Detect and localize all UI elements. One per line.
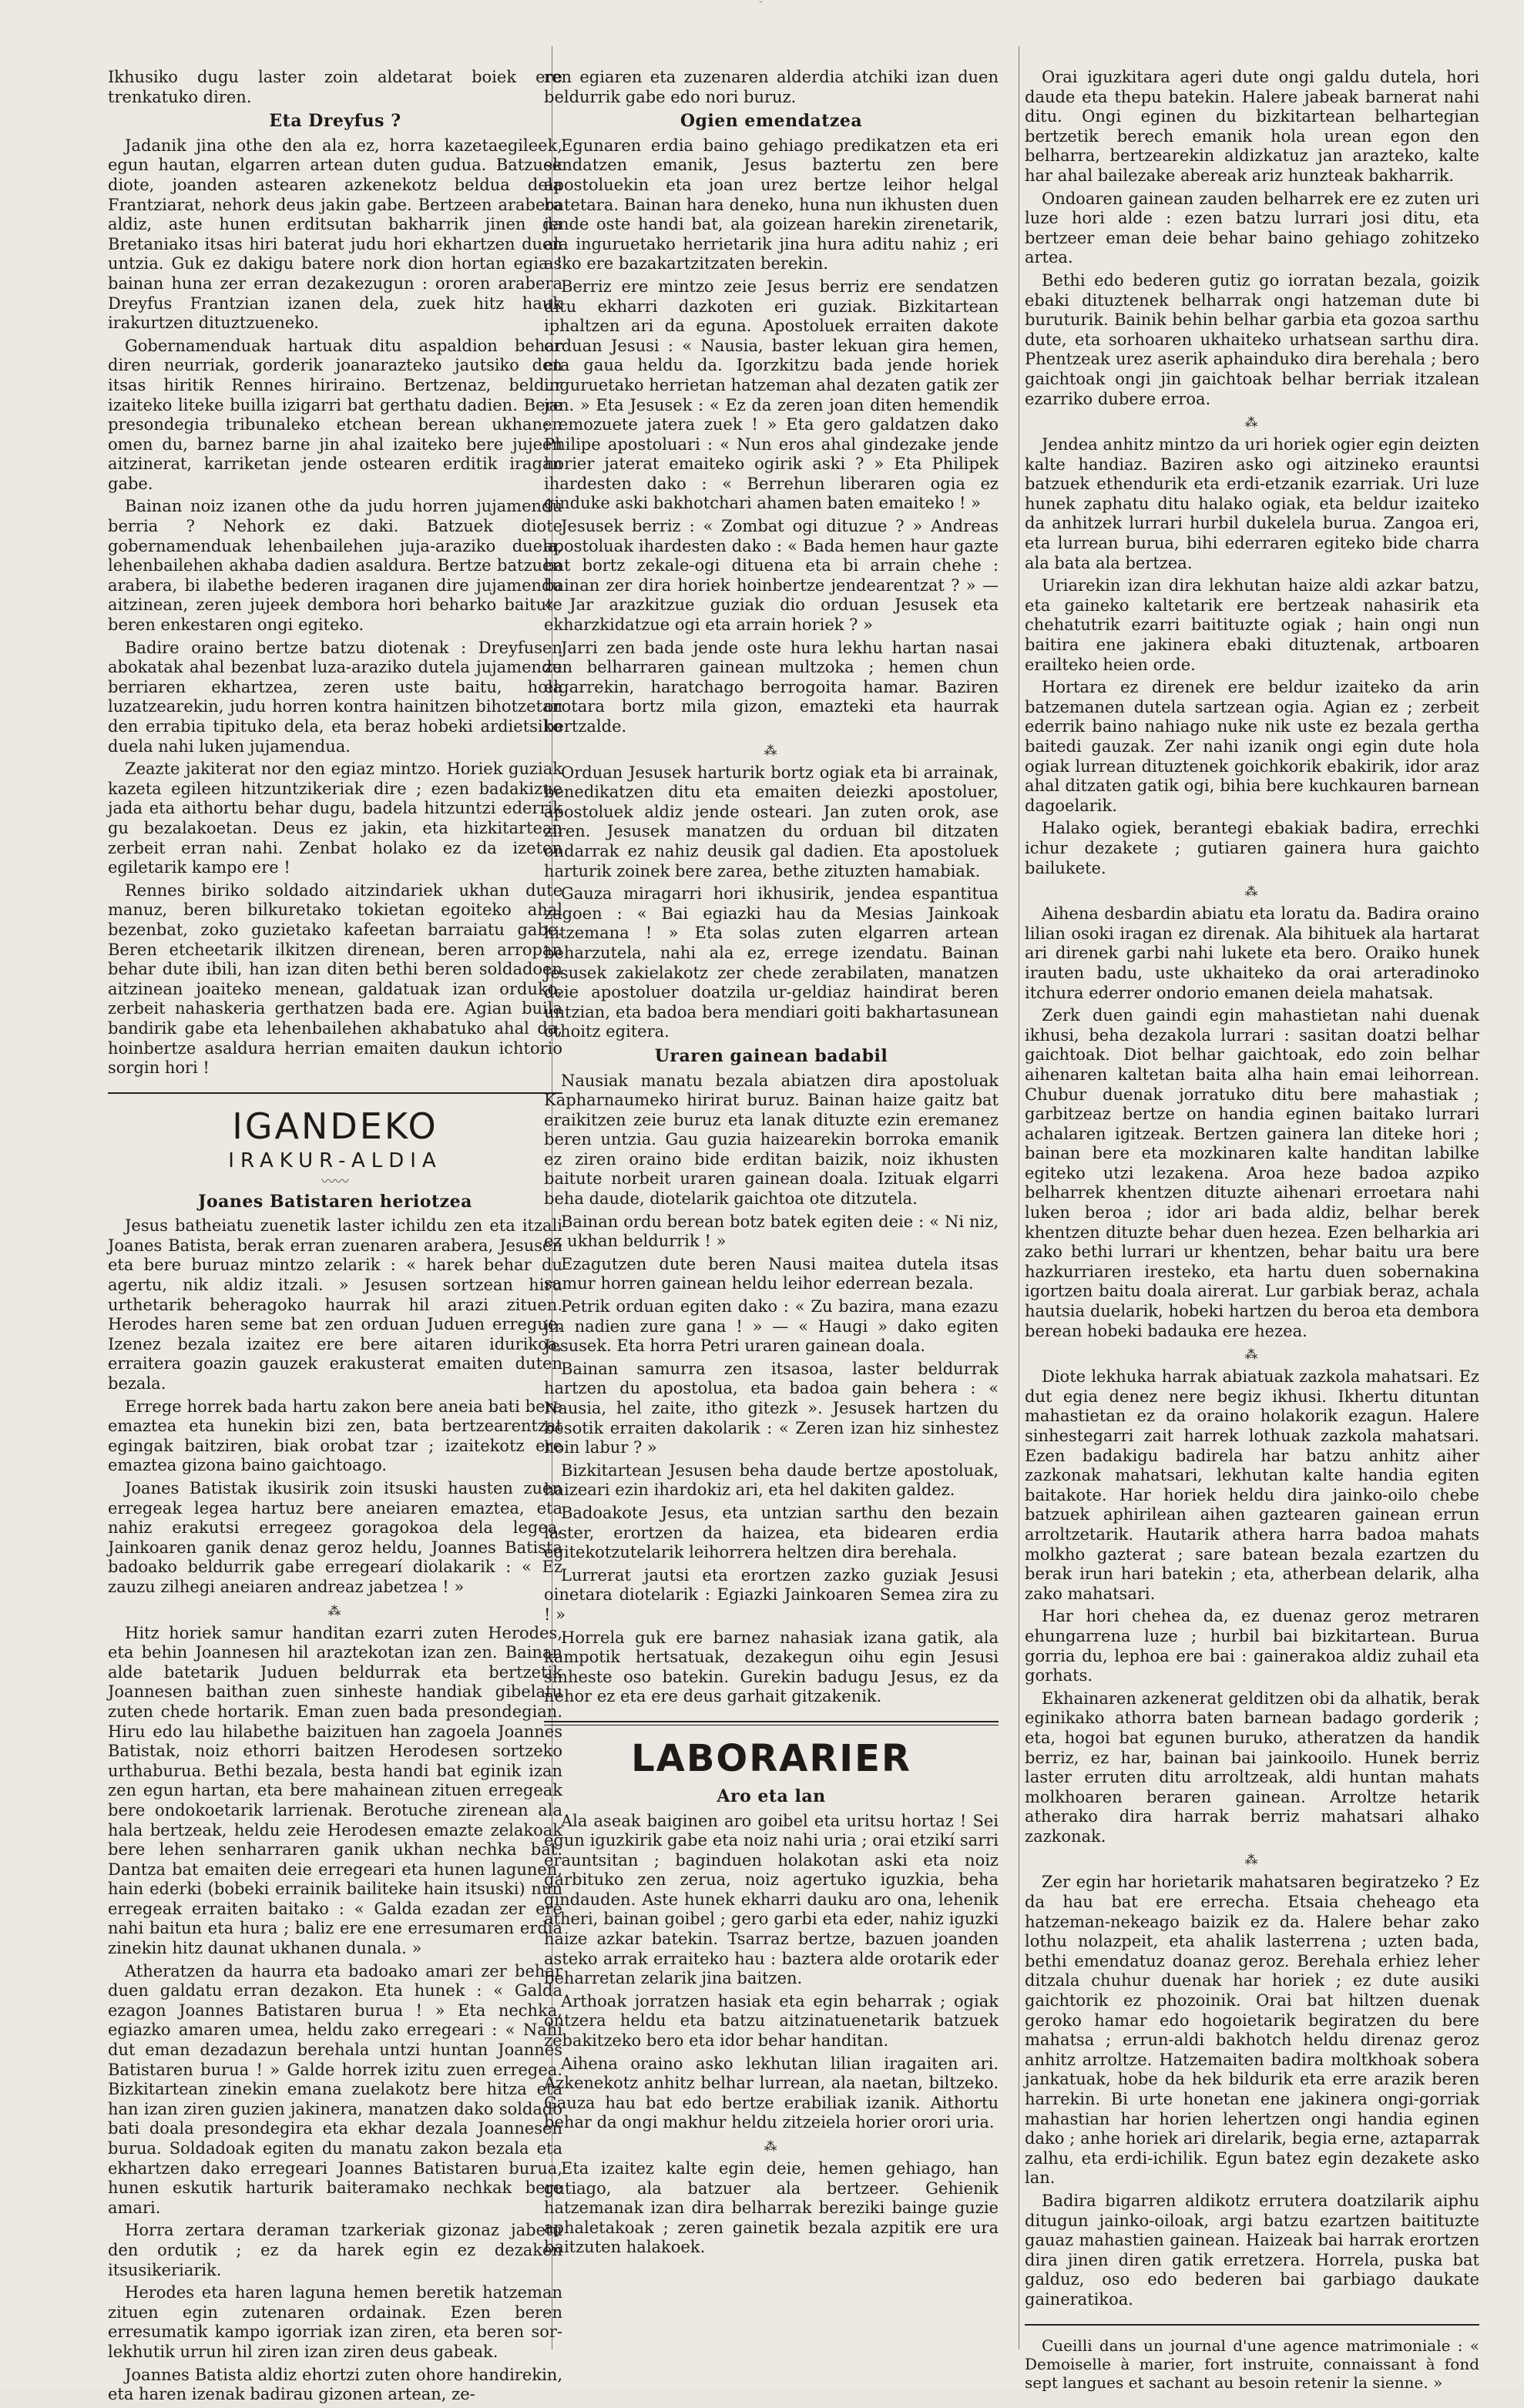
section-divider: [1025, 2324, 1479, 2326]
paragraph: Petrik orduan egiten dako : « Zu bazira, mana ezazu jin nadien zure gana ! » — « Haugi » dako egiten Jesusek. Eta horra Petri uraren gainean doala.: [544, 1297, 999, 1356]
paragraph: Orai iguzkitara ageri dute ongi galdu dutela, hori daude eta thepu batekin. Halere jabeak barnerat nahi ditu. Ongi eginen du bizkitartean belhartegian bertzetik berech emanik hola urean egon den belharra, bertzearekin aldizkatuz jan arazteko, kalte har ahal bailezake abereak ariz hunzteak bakharrik.: [1025, 68, 1479, 185]
col3-block-d: [1025, 1367, 1479, 1846]
paragraph: Hortara ez direnek ere beldur izaiteko da arin batzemanen dutela sartzean ogia. Agian ez ; zerbeit ederrik baino nahiago nuke nik uste ez bezala gertha baitedi gauzak. Zer nahi izanik ongi egin dute hola ogiak lurrean dituztenek goichkorik ebakirik, idor araz ahal ditzaten gatik ogi, bihia bere kuchkauren barnean dagoelarik.: [1025, 678, 1479, 815]
paragraph: Bainan samurra zen itsasoa, laster beldurrak hartzen du apostolua, eta badoa gain behera : « Nausia, hel zaite, itho gitezk ». Jesusek hartzen du besotik erraiten dakolarik : « Zeren izan hiz sinhestez hoin labur ? »: [544, 1359, 999, 1457]
paragraph: Herodes eta haren laguna hemen beretik hatzeman zituen egin zutenaren ordainak. Ezen beren erresumatik kampo igorriak izan ziren, eta beren sor-lekhutik urrun hil ziren izan ziren deus gabeak.: [108, 2283, 562, 2361]
paragraph: Diote lekhuka harrak abiatuak zazkola mahatsari. Ez dut egia denez nere begiz ikhusi. Ikhertu dituntan mahastietan ez da oraino holakorik ezagun. Halere sinhestegarri zait harrek lothuak zazkola mahatsari. Ezen badakigu badirela har batzu anhitz aiher zazkonak mahatsari, lekhutan kalte handia egiten baitakote. Har horiek heldu dira jainko-oilo chebe batzuek aphirilean aihen gaztearen gainean errun arroltzetarik. Hautarik athera harra badoa mahats molkho gazterat ; sare batean bezala ezartzen du berak irun hari batekin ; eta, atherbean delarik, alha zako mahatsari.: [1025, 1367, 1479, 1603]
aro-article-cont: [544, 2159, 999, 2258]
paragraph: Zeazte jakiterat nor den egiaz mintzo. Horiek guziak kazeta egileen hitzuntzikeriak dire ; ezen badakizue jada eta aithortu behar dugu, badela hitzuntzi ederrik gu bezalakoetan. Deus ez jakin, eta hizkitartean zerbeit erran nahi. Zenbat holako ez da izeten egiletarik kampo ere !: [108, 760, 562, 877]
section-title-ogien: Ogien emendatzea: [680, 111, 863, 132]
paragraph: Rennes biriko soldado aitzindariek ukhan dute manuz, beren bilkuretako tokietan egoiteko ahal bezenbat, zoko guzietako kafeetan barraiatu gabe. Beren etcheetarik ilkitzen direnean, beren arropan behar dute ibili, han izan diten bethi beren soldadoen aitzinean joaiteko menean, galdatuak izan orduko, zerbeit nahaskeria gerthatzen bada ere. Agian buila bandirik gabe eta lehenbailehen akhabatuko ahal da, hoinbertze asaldura herrian emaiten daukun ichtorio sorgin hori !: [108, 880, 562, 1078]
paragraph: Eta izaitez kalte egin deie, hemen gehiago, han gutiago, ala batzuer ala bertzeer. Gehienik hatzemanak izan dira belharrak bereziki bainge guzie aphaletakoak ; zeren gainetik bezala azpitik ere ura baitzuten halakoek.: [544, 2159, 999, 2257]
paragraph: Horra zertara deraman tzarkeriak gizonaz jabetu den ordutik ; ez da harek egin ez dezaken itsusikeriarik.: [108, 2221, 562, 2279]
col3-block-a: [1025, 68, 1479, 409]
fold-mark: ˇ: [758, 0, 764, 12]
paragraph: Badoakote Jesus, eta untzian sarthu den bezain laster, erortzen da haizea, eta bidearen erdia egitekotzutelarik leihorrera heltzen dira berehala.: [544, 1503, 999, 1562]
asterism: ⁂: [1244, 1347, 1260, 1363]
paragraph: Ondoaren gainean zauden belharrek ere ez zuten uri luze hori alde : ezen batzu lurrari josi ditu, eta bertzeer eman deie behar baino gehiago zohitzeko artea.: [1025, 189, 1479, 267]
paragraph: Zer egin har horietarik mahatsaren begiratzeko ? Ez da hau bat ere errecha. Etsaia cheheago eta hatzeman-nekeago baizik ez da. Halere behar zako lothu nolazpeit, eta ahalik lasterrena ; uzten bada, bethi emendatuz doanaz geroz. Berehala erhiez leher ditzala chuhur duenak har horiek ; ez dute ausiki gaichtorik ez phozoinik. Orai bat hiltzen duenak geroko hamar edo hogoietarik begiratzen du bere mahatsa ; errun-aldi bakhotch heldu direnaz geroz anhitz arroltze. Hatzemaiten badira moltkhoak sobera jankatuak, hobe da hek bildurik eta erre arazik beren harrekin. Bi urte honetan ene jakinera ongi-gorriak mahastian har horien lehertzen ongi handia eginen dako ; anhe horiek ari direlarik, begia erne, aztaparrak zalhu, eta erdi-ichilik. Egun batez egin dezakete asko lan.: [1025, 1873, 1479, 2188]
closing-note: Cueilli dans un journal d'une agence matrimoniale : « Demoiselle à marier, fort instruite, connaissant à fond sept langues et sachant au besoin retenir la sienne. »: [1025, 2336, 1479, 2392]
banner-irakur-aldia: IRAKUR-ALDIA: [228, 1149, 442, 1172]
column-3: [1025, 68, 1479, 2395]
paragraph: Joanes Batistak ikusirik zoin itsuski hausten zuen erregeak legea hartuz bere aneiaren emaztea, eta nahiz erakutsi erregeez goragokoa dela legea, Jainkoaren ganik denaz geroz heldu, Joannes Batista badoako beldurrik gabe erregearí diolakarik : « Ez zauzu zilhegi aneiaren andreaz jabetzea ! »: [108, 1479, 562, 1596]
paragraph: Aihena desbardin abiatu eta loratu da. Badira oraino lilian osoki iragan ez direnak. Ala bihituek ala hartarat ari direnek garbi nahi lukete eta bero. Oraiko hunek irauten badu, uste ukhaiteko da orai arteradinoko itchura ederrer ondorio emanen deiela mahatsak.: [1025, 904, 1479, 1002]
paragraph: Har hori chehea da, ez duenaz geroz metraren ehungarrena luze ; hurbil bai bizkitartean. Burua gorria du, lephoa ere bai : gainerakoa aldiz zuhail eta gorhats.: [1025, 1607, 1479, 1685]
paragraph: Aihena oraino asko lekhutan lilian iragaiten ari. Azkenekotz anhitz belhar lurrean, ala naetan, biltzeko. Gauza hau bat edo bertze erabiliak izanik. Aithortu behar da ongi makhur heldu zitzeiela horier orori uria.: [544, 2054, 999, 2132]
asterism: ⁂: [764, 743, 779, 759]
paragraph: Ekhainaren azkenerat gelditzen obi da alhatik, berak eginikako athorra baten barnean badago gorderik ; eta, hogoi bat egunen buruko, atheratzen da handik berriz, ez har, bainan bai jainkooilo. Hunek berriz laster erruten ditu arroltzeak, aldi huntan mahats molkhoaren beraren gainean. Arroltze hetarik atherako dira harrak berriz mahatsari alhako zazkonak.: [1025, 1689, 1479, 1846]
paragraph: Badire oraino bertze batzu diotenak : Dreyfusen abokatak ahal bezenbat luza-araziko dutela jujamendu berriaren ekhartzea, zeren uste baitu, hola luzatzearekin, judu horren kontra hainitzen bihotzetan den errabia tipituko dela, eta beraz hobeki ardietsiko duela nahi luken jujamendua.: [108, 638, 562, 756]
paragraph: Bainan ordu berean botz batek egiten deie : « Ni niz, ez ukhan beldurrik ! »: [544, 1212, 999, 1251]
ogien-article: [544, 136, 999, 737]
paragraph: Jarri zen bada jende oste hura lekhu hartan nasai zen belharraren gainean multzoka ; hemen chun elgarrekin, haratchago berrogoita hamar. Baziren orotara bortz mila gizon, emazteki eta haurrak bertzalde.: [544, 638, 999, 736]
paragraph: Egunaren erdia baino gehiago predikatzen eta eri sendatzen emanik, Jesus baztertu zen bere apostoluekin eta joan urez bertze leihor helgal batetara. Bainan hara deneko, huna nun ikhusten duen jende oste handi bat, ala goizean harekin zirenetarik, ala inguruetako herrietarik jina hura aditu nahiz ; eri asko ere bazakartzitzaten berekin.: [544, 136, 999, 273]
paragraph: Ezagutzen dute beren Nausi maitea dutela itsas samur horren gainean heldu leihor ederrean bezala.: [544, 1254, 999, 1293]
paragraph: Jesusek berriz : « Zombat ogi dituzue ? » Andreas apostoluak ihardesten dako : « Bada hemen haur gazte bat bortz zekale-ogi dituena eta bi arrain chehe : bainan zer dira horiek hoinbertze jendearentzat ? » — « Jar arazkitzue guziak dio orduan Jesusek eta ekharzkidatzue ogi eta arrain horiek ? »: [544, 517, 999, 635]
paragraph: Jesus batheiatu zuenetik laster ichildu zen eta itzali Joanes Batista, berak erran zuenaren arabera, Jesusen eta bere buruaz mintzo zelarik : « harek behar du agertu, nik aldiz itzali. » Jesusen sortzean hiru urthetarik beheragoko haurrak hil arazi zituen. Herodes haren seme bat zen orduan Juduen erregue. Izenez bezala izaitez ere bere aitaren idurikoa, erraitera goazin gauzek erakusterat emaiten duten bezala.: [108, 1216, 562, 1393]
asterism: ⁂: [327, 1603, 343, 1619]
paragraph: Horrela guk ere barnez nahasiak izana gatik, ala kampotik hertsatuak, dezakegun oihu egin Jesusi sinheste oso batekin. Gurekin badugu Jesus, ez da nehor ez eta ere deus garhait gitzakenik.: [544, 1628, 999, 1706]
banner-igandeko: IGANDEKO: [232, 1105, 438, 1147]
paragraph: Arthoak jorratzen hasiak eta egin beharrak ; ogiak ontzera heldu eta batzu aitzinatuenetarik batzuek zebakitzeko bero eta idor behar handitan.: [544, 1991, 999, 2051]
section-divider: [108, 1092, 562, 1094]
paragraph: Jendea anhitz mintzo da uri horiek ogier egin deizten kalte handiaz. Baziren asko ogi aitzineko erauntsi batzuek ethendurik eta erdi-etzanik ezarriak. Uri luze hunek zaphatu ditu halako ogiak, eta beldur izaiteko da anhitzek lurrari hurbil dukelela burua. Zangoa eri, eta lurrean burua, bihi ederraren egiteko bide charra ala bata ala bertzea.: [1025, 435, 1479, 572]
col3-block-e: [1025, 1873, 1479, 2309]
paragraph: Hitz horiek samur handitan ezarri zuten Herodes, eta behin Joannesen hil araztekotan izan zen. Bainan alde batetarik Juduen beldurrak eta bertzetik Joannesen baithan zuen sinheste handiak gibelatu zuten chede hortarik. Eman zuen bada presondegian. Hiru edo lau hilabethe baizituen han zagoela Joannes Batistak, noiz ethorri baitzen Herodesen sortzeko urthaburua. Bethi bezala, besta handi bat eginik izan zen egun hartan, eta bere mahainean zituen erregeak bere ondokoetarik larrienak. Berotuche zirenean ala hala bertzeak, heldu zeie Herodesen emazte zelakoak bere lehen senharraren ganik ukhan nechka bat. Dantza bat emaiten deie erregeari eta hunen lagunen, hain ederki (bobeki errainik bailiteke hain itsuski) nun erregeak erraiten baitako : « Galda ezadan zer ere nahi baitun eta hura ; baliz ere ene erresumaren erdia zinekin hitz daunat ukhanen dunala. »: [108, 1623, 562, 1958]
paragraph: Orduan Jesusek harturik bortz ogiak eta bi arrainak, benedikatzen ditu eta emaiten deiezki apostoluer, apostoluek aldiz jende osteari. Jan zuten orok, ase ziren. Jesusek manatzen du orduan bil ditzaten ondarrak ez nahiz deusik gal dadien. Eta apostoluek harturik zoinek bere zarea, bethe zituzten hamabiak.: [544, 763, 999, 880]
paragraph: Uriarekin izan dira lekhutan haize aldi azkar batzu, eta gaineko kaltetarik ere bertzeak nahasirik eta chehatutrik ezarri baitituzte ogiak ; hain ongi nun baitira ene jakinera ebaki dituztenak, artboaren erailteko heien orde.: [1025, 576, 1479, 674]
col3-block-c: [1025, 904, 1479, 1341]
joanes-article-cont: [108, 1624, 562, 2405]
asterism: ⁂: [1244, 884, 1260, 900]
aro-article: [544, 1812, 999, 2134]
asterism: ⁂: [764, 2139, 779, 2155]
column-2: [544, 68, 999, 2261]
section-divider: [544, 1721, 999, 1726]
paragraph: Jadanik jina othe den ala ez, horra kazetaegileek, egun hautan, elgarren artean duten gudua. Batzuek diote, joanden astearen azkenekotz beldua dela Frantziarat, nehork deus jakin gabe. Bertzeen arabera aldiz, aste hunen erditsutan bakharrik jinen da Bretaniako itsas hiri baterat judu hori ekhartzen duen untzia. Guk ez dakigu batere nork dion hortan egia ! bainan huna zer erran dezakezugun : ororen arabera Dreyfus Frantzian izanen dela, zuek hitz hauk irakurtzen dituztzueneko.: [108, 136, 562, 333]
paragraph: Errege horrek bada hartu zakon bere aneia bati bere emaztea eta hunekin bizi zen, bata bertzearentzat egingak baitziren, biak orobat tzar ; izaitekotz ere emaztea gizona baino gaichtoago.: [108, 1397, 562, 1475]
paragraph: Berriz ere mintzo zeie Jesus berriz ere sendatzen ditu ekharri dazkoten eri guziak. Bizkitartean iphaltzen ari da eguna. Apostoluek erraiten dakote orduan Jesusi : « Nausia, baster lekuan gira hemen, eta gaua heldu da. Igorzkitzu bada jende horiek inguruetako herrietan hatzeman ahal dezaten gatik zer jan. » Eta Jesusek : « Ez da zeren joan diten hemendik ; emozuete jatera zuek ! » Eta gero galdatzen dako Philipe apostoluari : « Nun eros ahal gindezake jende horier jaterat emaiteko ogirik aski ? » Eta Philipek ihardesten dako : « Berrehun liberaren ogia ez ginduke aski bakhotchari ahamen baten emaiteko ! »: [544, 277, 999, 513]
paragraph: Zerk duen gaindi egin mahastietan nahi duenak ikhusi, beha dezakola lurrari : sasitan doatzi belhar gaichtoak. Diot belhar gaichtoak, edo zoin belhar aihenaren kaltetan baita alha hain emai leihorrean. Chubur duenak jorratuko ditu bere mahastiak ; garbitzeaz bertze on handia eginen baitako lurrari achalaren igitzeak. Bertzen gainera lan diteke hori ; bainan bere eta mozkinaren kalte handitan labilke egiteko utzi lezakena. Aroa heze badoa azpiko belharrek khentzen dituzte aihenari erroetara nahi luken beroa ; idor ari bada aldiz, belhar berek khentzen dituzte behar duen hezea. Ezen belharkia ari zako bethi lurrari ur khentzen, behar baitu ura bere hazkurriaren iresteko, eta hartu duen sobernakina igortzen baitu doala airerat. Lur garbiak beraz, achala hautsia duelarik, hobeki hartzen du beroa eta dembora berean hobeki badauka ere hezea.: [1025, 1006, 1479, 1340]
section-title-uraren: Uraren gainean badabil: [654, 1045, 888, 1066]
paragraph: Bainan noiz izanen othe da judu horren jujamendu berria ? Nehork ez daki. Batzuek diote gobernamenduak lehenbailehen juja-araziko duela, lehenbailehen akhaba dadien asaldura. Bertze batzuen arabera, bi ilabethe bederen iraganen dire jujamendu aitzinean, zeren jujeek dembora hori beharko baitute beren enkestaren ongi egiteko.: [108, 497, 562, 635]
wavy-ornament: 〰〰: [321, 1173, 349, 1190]
col3-block-b: [1025, 435, 1479, 878]
banner-laborarier: LABORARIER: [631, 1736, 911, 1780]
continued-paragraph: ren egiaren eta zuzenaren alderdia atchiki izan duen beldurrik gabe edo nori buruz.: [544, 68, 999, 106]
asterism: ⁂: [1244, 1853, 1260, 1869]
paragraph: Joannes Batista aldiz ehortzi zuten ohore handirekin, eta haren izenak badirau gizonen artean, ze-: [108, 2365, 562, 2404]
column-1: [108, 68, 562, 2408]
dreyfus-article: [108, 136, 562, 1078]
paragraph: Bizkitartean Jesusen beha daude bertze apostoluak, haizeari ezin ihardokiz ari, eta hel dakiten galdez.: [544, 1461, 999, 1500]
section-title-dreyfus: Eta Dreyfus ?: [269, 111, 401, 132]
paragraph: Gobernamenduak hartuak ditu aspaldion behar diren neurriak, gorderik joanarazteko jautsiko den itsas hiritik Rennes hiriraino. Bertzenaz, beldur izaiteko liteke builla izigarri bat gerthatu dadien. Bere presondegia tribunaleko etchean berean ukhanen omen du, barnez barne jin ahal izaiteko bere jujeen aitzinerat, karriketan jende ostearen erditik iragan gabe.: [108, 336, 562, 493]
intro-paragraph: Ikhusiko dugu laster zoin aldetarat boiek ere trenkatuko diren.: [108, 68, 562, 106]
section-title-aro: Aro eta lan: [717, 1786, 826, 1806]
section-title-joanes: Joanes Batistaren heriotzea: [198, 1191, 472, 1212]
paragraph: Halako ogiek, berantegi ebakiak badira, errechki ichur dezakete ; gutiaren gainera hura gaichto bailukete.: [1025, 819, 1479, 877]
joanes-article: [108, 1216, 562, 1597]
paragraph: Badira bigarren aldikotz errutera doatzilarik aiphu ditugun jainko-oiloak, argi batzu ezartzen baitituzte gauaz mahastien gainean. Haizeak bai harrak erortzen dira jinen diren gatik erretzera. Horrela, puska bat galduz, oso edo bederen bai garbiago daukate gaineratikoa.: [1025, 2191, 1479, 2309]
paragraph: Lurrerat jautsi eta erortzen zazko guziak Jesusi oinetara diotelarik : Egiazki Jainkoaren Semea zira zu ! »: [544, 1565, 999, 1624]
paragraph: Ala aseak baiginen aro goibel eta uritsu hortaz ! Sei egun iguzkirik gabe eta noiz nahi uria ; orai etzikí sarri erauntsitan ; baginduen holakotan aski eta noiz garbituko zen zerua, noiz agertuko iguzkia, beha gindauden. Aste hunek ekharri dauku aro ona, lehenik atheri, bainan goibel ; gero garbi eta eder, nahiz iguzki haize azkar batekin. Tsarraz bertze, bazuen joanden asteko arrak erraiteko hau : baztera alde orotarik eder beharretan zelarik jina baitzen.: [544, 1811, 999, 1988]
paragraph: Nausiak manatu bezala abiatzen dira apostoluak Kapharnaumeko hirirat buruz. Bainan haize gaitz bat eraikitzen zeie buruz eta lanak dituzte ezin eremanez beren untzia. Gau guzia haizearekin borroka emanik ez ziren oraino bide erditan baizik, noiz ikhusten baitute norbeit uraren gainean doala. Izituak elgarri beha daude, diotelarik gaichtoa ote ditzutela.: [544, 1071, 999, 1209]
paragraph: Bethi edo bederen gutiz go iorratan bezala, goizik ebaki dituztenek belharrak ongi hatzeman dute bi buruturik. Bainik behin belhar garbia eta gozoa sarthu dute, eta sorhoaren ukhaiteko urhatsean sarthu dira. Phentzeak urez aserik aphainduko dira berehala ; bero gaichtoak ongi jin gaichtoak belhar berriak itzalean ezarriko dubere erroa.: [1025, 270, 1479, 408]
paragraph: Gauza miragarri hori ikhusirik, jendea espantitua zagoen : « Bai egiazki hau da Mesias Jainkoak hitzemana ! » Eta solas zuten elgarren artean beharzutela, nahi ala ez, errege izendatu. Bainan Jesusek zakielakotz zer chede zerabilaten, manatzen deie apostoluer doatzila ur-geldiaz haindirat beren untzian, eta badoa bera mendiari goiti bakhartasunean othoitz egitera.: [544, 884, 999, 1041]
asterism: ⁂: [1244, 415, 1260, 431]
uraren-article: [544, 1072, 999, 1707]
paragraph: Atheratzen da haurra eta badoako amari zer behar duen galdatu erran dezakon. Eta hunek : « Galda ezagon Joannes Batistaren burua ! » Eta nechka, egiazko amaren umea, heldu zako erregeari : « Nahi dut eman dezadazun berehala untzi huntan Joannes Batistaren burua ! » Galde horrek izitu zuen erregea. Bizkitartean zinekin emana zuelakotz bere hitza eta han izan ziren guzien jakinera, manatzen dako soldado bati doala presondegira eta ekhar dezala Joannesen burua. Soldadoak egiten du manatu zakon bezala eta ekhartzen dako erregeari Joannes Batistaren burua, hunen eskutik harturik baiteramako nechkak bere amari.: [108, 1961, 562, 2217]
ogien-article-cont: [544, 763, 999, 1042]
